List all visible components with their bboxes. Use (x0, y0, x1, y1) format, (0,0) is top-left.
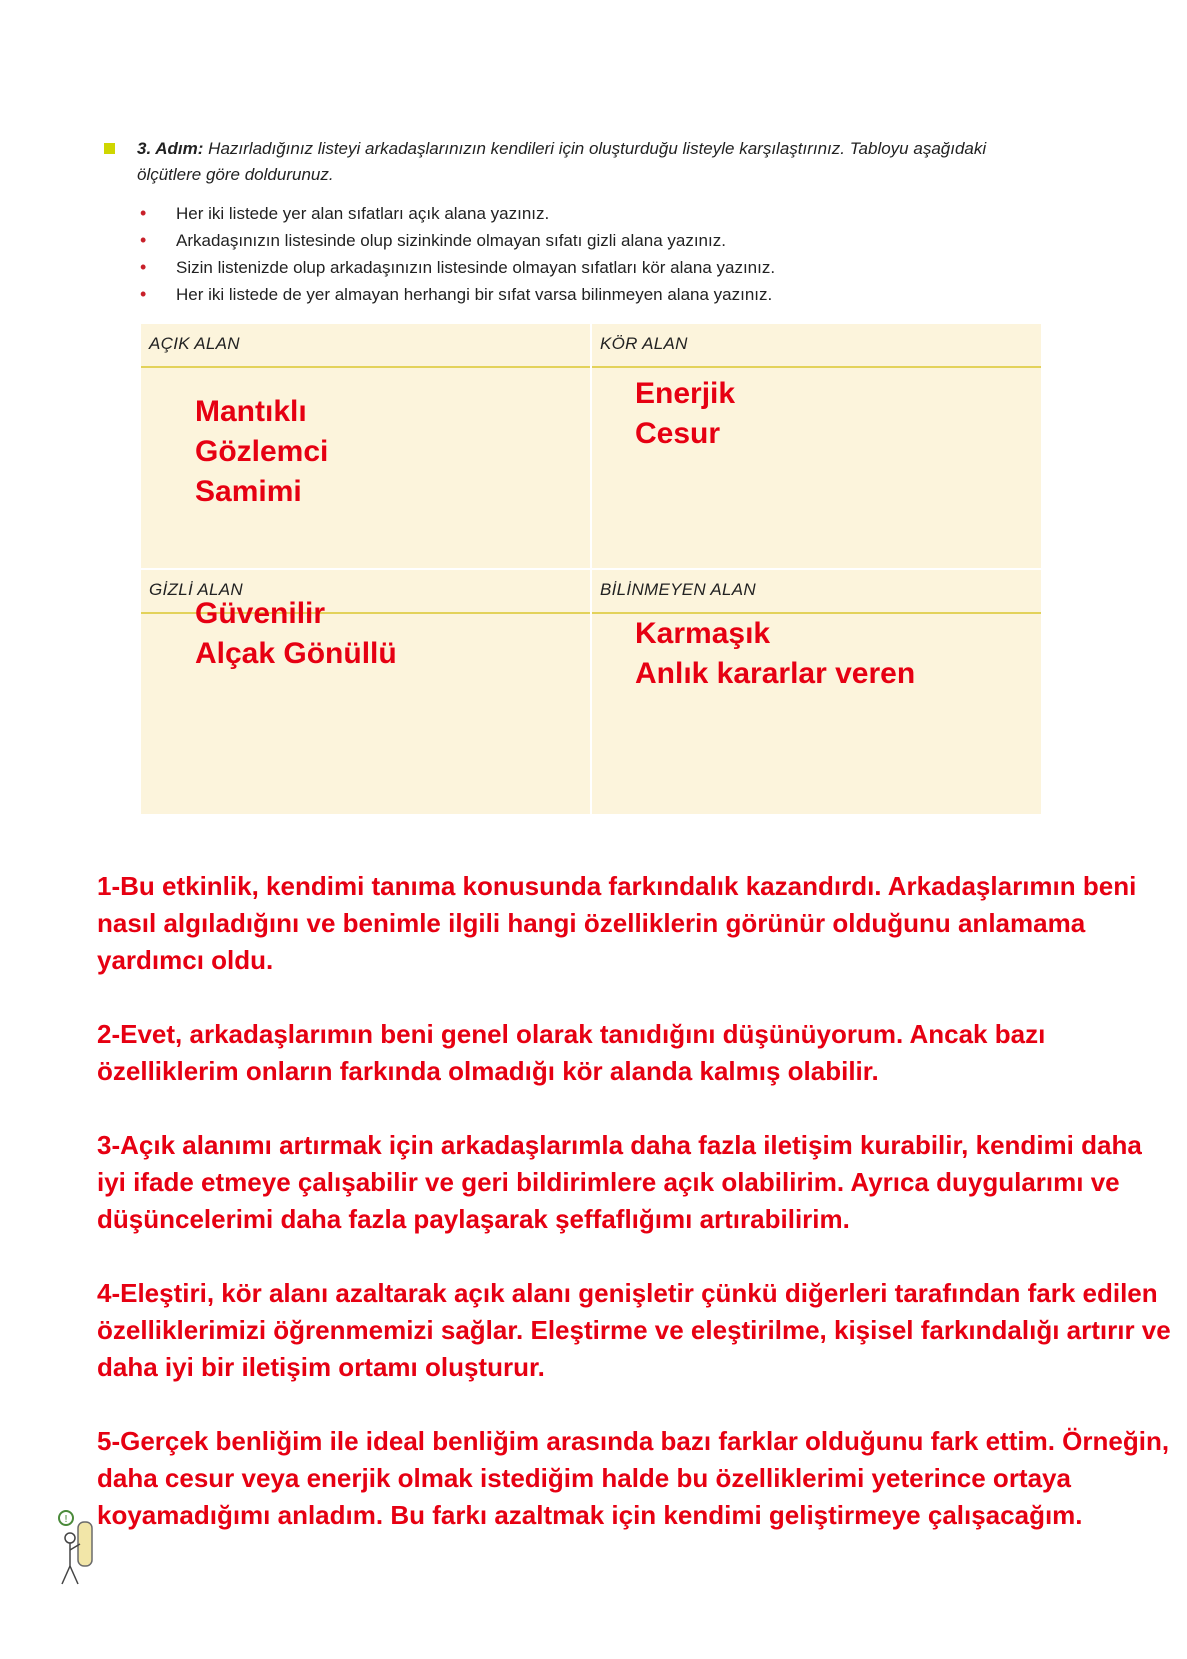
instruction-list (136, 200, 775, 308)
open-area-item: Mantıklı (195, 395, 307, 428)
bullet-dot-icon: • (140, 203, 147, 223)
bullet-dot-icon: • (140, 230, 147, 250)
answer-paragraph: 5-Gerçek benliğim ile ideal benliğim arasında bazı farklar olduğunu fark ettim. Örneğin, daha cesur veya enerjik olmak istediğim halde bu özelliklerimi yeterince ortaya koyamadığımı anladım. Bu farkı azaltmak için kendimi geliştirmeye çalışacağım. (97, 1426, 1170, 1530)
answers-section (97, 868, 1177, 1571)
hidden-area-title: GİZLİ ALAN (141, 570, 590, 614)
hidden-area-item: Alçak Gönüllü (195, 637, 397, 670)
unknown-area-item: Karmaşık (635, 617, 771, 650)
bullet-dot-icon: • (140, 284, 147, 304)
open-area-item: Gözlemci (195, 435, 329, 468)
svg-text:!: ! (63, 1514, 69, 1525)
blind-area-item: Cesur (635, 417, 721, 450)
answer-paragraph: 3-Açık alanımı artırmak için arkadaşlarımla daha fazla iletişim kurabilir, kendimi daha iyi ifade etmeye çalışabilir ve geri bildirimlere açık olabilirim. Ayrıca duygularımı ve düşüncelerimi daha fazla paylaşarak şeffaflığımı artırabilirim. (97, 1130, 1142, 1234)
list-item: • Arkadaşınızın listesinde olup sizinkinde olmayan sıfatı gizli alana yazınız. (136, 227, 775, 254)
answer-paragraph: 4-Eleştiri, kör alanı azaltarak açık alanı genişletir çünkü diğerleri tarafından fark edilen özelliklerimizi öğrenmemizi sağlar. Eleştirme ve eleştirilme, kişisel farkındalığı artırır ve daha iyi bir iletişim ortamı oluşturur. (97, 1278, 1171, 1382)
bullet-dot-icon: • (140, 257, 147, 277)
list-item: • Her iki listede yer alan sıfatları açık alana yazınız. (136, 200, 775, 227)
bullet-square-icon (104, 143, 115, 154)
blind-area-item: Enerjik (635, 377, 736, 410)
blind-area-title: KÖR ALAN (592, 324, 1041, 368)
blind-area-cell (592, 324, 1041, 568)
step-instruction (104, 136, 1044, 188)
mascot-figure-icon (54, 1508, 102, 1588)
answer-paragraph: 1-Bu etkinlik, kendimi tanıma konusunda farkındalık kazandırdı. Arkadaşlarımın beni nasıl algıladığını ve benimle ilgili hangi özelliklerin görünür olduğunu anlamama yardımcı oldu. (97, 871, 1137, 975)
list-item: • Her iki listede de yer almayan herhangi bir sıfat varsa bilinmeyen alana yazınız. (136, 281, 775, 308)
johari-window-table (141, 324, 1041, 812)
hidden-area-cell (141, 570, 590, 814)
open-area-item: Samimi (195, 475, 302, 508)
answer-paragraph: 2-Evet, arkadaşlarımın beni genel olarak tanıdığını düşünüyorum. Ancak bazı özelliklerim onların farkında olmadığı kör alanda kalmış olabilir. (97, 1019, 1046, 1086)
hidden-area-values (195, 594, 397, 674)
list-item: • Sizin listenizde olup arkadaşınızın listesinde olmayan sıfatları kör alana yazınız. (136, 254, 775, 281)
hidden-area-item: Güvenilir (195, 597, 326, 630)
open-area-title: AÇIK ALAN (141, 324, 590, 368)
unknown-area-item: Anlık kararlar veren (635, 657, 916, 690)
unknown-area-title: BİLİNMEYEN ALAN (592, 570, 1041, 614)
step-label: 3. Adım: (137, 139, 204, 158)
blind-area-values (635, 374, 735, 454)
open-area-values (195, 392, 328, 512)
unknown-area-values (635, 614, 915, 694)
unknown-area-cell (592, 570, 1041, 814)
open-area-cell (141, 324, 590, 568)
step-text: Hazırladığınız listeyi arkadaşlarınızın kendileri için oluşturduğu listeyle karşılaştırınız. Tabloyu aşağıdaki ölçütlere göre doldurunuz. (137, 139, 987, 184)
